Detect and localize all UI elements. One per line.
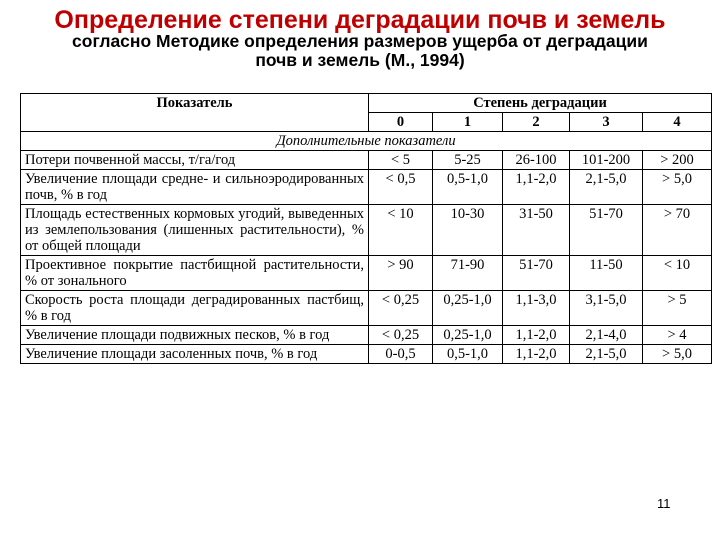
row-value: 11-50	[570, 256, 643, 291]
row-label: Проективное покрытие пастбищной растительности, % от зонального	[21, 256, 369, 291]
degree-header: Степень деградации	[369, 94, 712, 113]
row-value: 1,1-2,0	[503, 326, 570, 345]
row-label: Увеличение площади подвижных песков, % в год	[21, 326, 369, 345]
indicator-header: Показатель	[21, 94, 369, 132]
row-value: > 200	[643, 151, 712, 170]
row-value: < 0,5	[369, 170, 433, 205]
degree-col-3: 3	[570, 113, 643, 132]
row-value: 51-70	[503, 256, 570, 291]
row-value: 10-30	[433, 205, 503, 256]
table-row	[21, 256, 712, 291]
row-value: 26-100	[503, 151, 570, 170]
subtitle-line-1: согласно Методике определения размеров ущерба от деградации	[72, 31, 648, 51]
table-row	[21, 151, 712, 170]
table-row	[21, 205, 712, 256]
row-label: Потери почвенной массы, т/га/год	[21, 151, 369, 170]
row-value: < 0,25	[369, 291, 433, 326]
table-row	[21, 291, 712, 326]
row-value: > 5,0	[643, 170, 712, 205]
row-value: > 90	[369, 256, 433, 291]
row-value: 0-0,5	[369, 345, 433, 364]
row-value: > 5	[643, 291, 712, 326]
row-value: 51-70	[570, 205, 643, 256]
degree-col-0: 0	[369, 113, 433, 132]
row-value: 0,5-1,0	[433, 170, 503, 205]
row-value: 0,25-1,0	[433, 291, 503, 326]
subtitle-line-2: почв и земель (М., 1994)	[255, 50, 465, 70]
row-value: 31-50	[503, 205, 570, 256]
degradation-table	[20, 93, 712, 364]
row-value: < 0,25	[369, 326, 433, 345]
row-value: 2,1-5,0	[570, 170, 643, 205]
header-row	[21, 94, 712, 113]
section-row	[21, 132, 712, 151]
section-label: Дополнительные показатели	[21, 132, 712, 151]
row-value: < 10	[369, 205, 433, 256]
row-value: < 5	[369, 151, 433, 170]
row-value: > 70	[643, 205, 712, 256]
table-row	[21, 170, 712, 205]
page-number: 11	[657, 496, 671, 511]
degree-col-4: 4	[643, 113, 712, 132]
row-value: 2,1-5,0	[570, 345, 643, 364]
row-value: > 4	[643, 326, 712, 345]
row-value: 2,1-4,0	[570, 326, 643, 345]
degree-col-1: 1	[433, 113, 503, 132]
slide-title: Определение степени деградации почв и земель	[54, 6, 666, 34]
row-label: Увеличение площади средне- и сильноэродированных почв, % в год	[21, 170, 369, 205]
row-value: 3,1-5,0	[570, 291, 643, 326]
degree-col-2: 2	[503, 113, 570, 132]
row-value: 101-200	[570, 151, 643, 170]
row-value: 1,1-3,0	[503, 291, 570, 326]
row-label: Скорость роста площади деградированных пастбищ, % в год	[21, 291, 369, 326]
row-value: 1,1-2,0	[503, 170, 570, 205]
row-label: Увеличение площади засоленных почв, % в год	[21, 345, 369, 364]
row-value: > 5,0	[643, 345, 712, 364]
row-value: 0,25-1,0	[433, 326, 503, 345]
slide-subtitle	[0, 32, 720, 70]
row-label: Площадь естественных кормовых угодий, выведенных из землепользования (лишенных растительности), % от общей площади	[21, 205, 369, 256]
row-value: < 10	[643, 256, 712, 291]
row-value: 5-25	[433, 151, 503, 170]
table-row	[21, 345, 712, 364]
row-value: 1,1-2,0	[503, 345, 570, 364]
row-value: 0,5-1,0	[433, 345, 503, 364]
row-value: 71-90	[433, 256, 503, 291]
table-row	[21, 326, 712, 345]
